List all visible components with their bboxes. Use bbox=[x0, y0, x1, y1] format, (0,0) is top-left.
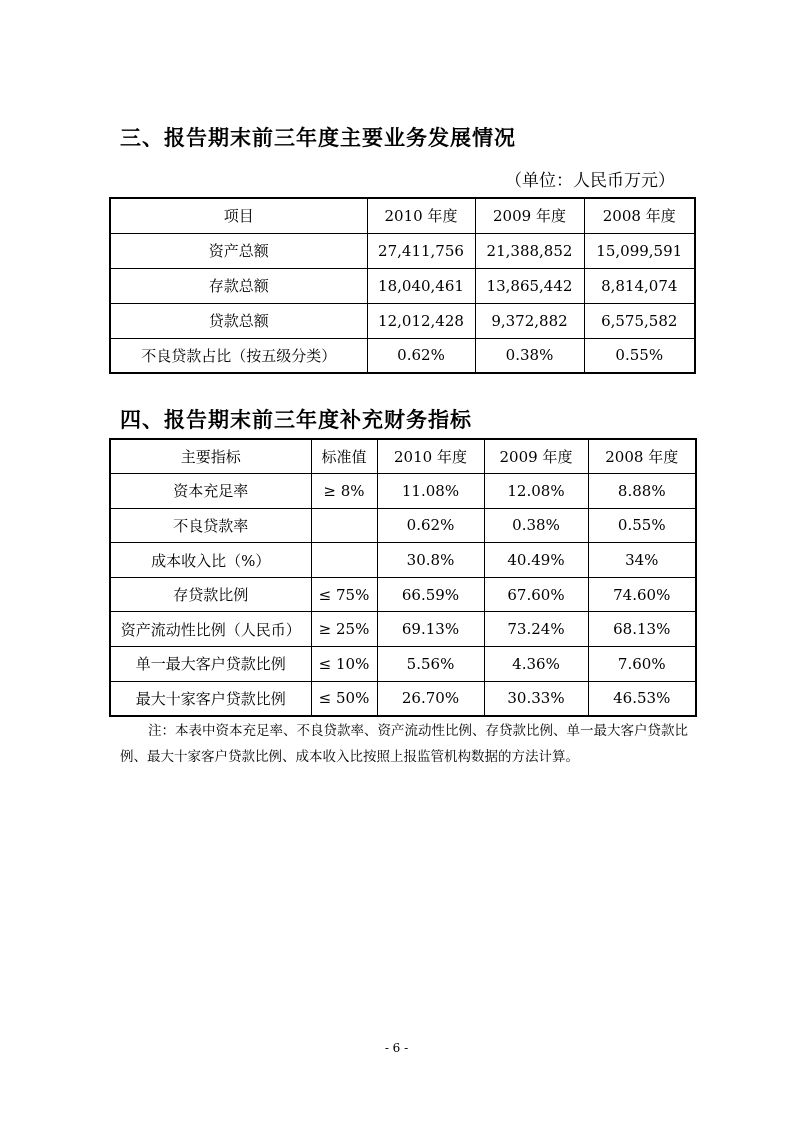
financial-indicators-table bbox=[109, 438, 697, 717]
value-cell: 4.36% bbox=[484, 647, 588, 682]
table-row bbox=[110, 233, 695, 268]
value-cell: 30.8% bbox=[377, 543, 484, 578]
value-cell: 46.53% bbox=[588, 681, 696, 716]
section4-title: 四、报告期末前三年度补充财务指标 bbox=[120, 408, 472, 432]
header-cell: 2009 年度 bbox=[484, 439, 588, 474]
value-cell: 73.24% bbox=[484, 612, 588, 647]
table-row bbox=[110, 612, 696, 647]
value-cell: 69.13% bbox=[377, 612, 484, 647]
business-development-table bbox=[109, 197, 696, 374]
value-cell: 0.62% bbox=[367, 338, 475, 373]
value-cell: 6,575,582 bbox=[584, 303, 695, 338]
standard-cell bbox=[311, 508, 377, 543]
header-cell: 主要指标 bbox=[110, 439, 311, 474]
row-label: 资本充足率 bbox=[110, 474, 311, 509]
value-cell: 68.13% bbox=[588, 612, 696, 647]
value-cell: 0.55% bbox=[584, 338, 695, 373]
table-footnote: 注：本表中资本充足率、不良贷款率、资产流动性比例、存贷款比例、单一最大客户贷款比例、最大十家客户贷款比例、成本收入比按照上报监管机构数据的方法计算。 bbox=[120, 723, 688, 765]
value-cell: 8,814,074 bbox=[584, 268, 695, 303]
table-row bbox=[110, 338, 695, 373]
table-row bbox=[110, 543, 696, 578]
table-row bbox=[110, 508, 696, 543]
value-cell: 15,099,591 bbox=[584, 233, 695, 268]
value-cell: 67.60% bbox=[484, 577, 588, 612]
table-row bbox=[110, 577, 696, 612]
standard-cell: ≥ 8% bbox=[311, 474, 377, 509]
row-label: 贷款总额 bbox=[110, 303, 367, 338]
value-cell: 27,411,756 bbox=[367, 233, 475, 268]
row-label: 成本收入比（%） bbox=[110, 543, 311, 578]
value-cell: 12.08% bbox=[484, 474, 588, 509]
value-cell: 26.70% bbox=[377, 681, 484, 716]
value-cell: 11.08% bbox=[377, 474, 484, 509]
value-cell: 5.56% bbox=[377, 647, 484, 682]
row-label: 资产总额 bbox=[110, 233, 367, 268]
header-cell: 2010 年度 bbox=[367, 198, 475, 233]
header-cell: 标准值 bbox=[311, 439, 377, 474]
value-cell: 7.60% bbox=[588, 647, 696, 682]
header-cell: 2008 年度 bbox=[584, 198, 695, 233]
section3-title: 三、报告期末前三年度主要业务发展情况 bbox=[120, 126, 516, 150]
table-row bbox=[110, 681, 696, 716]
row-label: 存款总额 bbox=[110, 268, 367, 303]
standard-cell: ≤ 10% bbox=[311, 647, 377, 682]
header-cell: 2010 年度 bbox=[377, 439, 484, 474]
unit-label: （单位：人民币万元） bbox=[505, 171, 675, 191]
standard-cell: ≥ 25% bbox=[311, 612, 377, 647]
table-header-row bbox=[110, 439, 696, 474]
value-cell: 18,040,461 bbox=[367, 268, 475, 303]
header-cell: 项目 bbox=[110, 198, 367, 233]
row-label: 单一最大客户贷款比例 bbox=[110, 647, 311, 682]
value-cell: 13,865,442 bbox=[475, 268, 584, 303]
table-row bbox=[110, 647, 696, 682]
table-row bbox=[110, 268, 695, 303]
row-label: 资产流动性比例（人民币） bbox=[110, 612, 311, 647]
value-cell: 9,372,882 bbox=[475, 303, 584, 338]
value-cell: 0.55% bbox=[588, 508, 696, 543]
value-cell: 0.38% bbox=[484, 508, 588, 543]
header-cell: 2009 年度 bbox=[475, 198, 584, 233]
value-cell: 12,012,428 bbox=[367, 303, 475, 338]
value-cell: 21,388,852 bbox=[475, 233, 584, 268]
table-header-row bbox=[110, 198, 695, 233]
row-label: 最大十家客户贷款比例 bbox=[110, 681, 311, 716]
value-cell: 8.88% bbox=[588, 474, 696, 509]
standard-cell: ≤ 50% bbox=[311, 681, 377, 716]
page-number: - 6 - bbox=[384, 1041, 409, 1055]
value-cell: 34% bbox=[588, 543, 696, 578]
value-cell: 30.33% bbox=[484, 681, 588, 716]
row-label: 存贷款比例 bbox=[110, 577, 311, 612]
value-cell: 74.60% bbox=[588, 577, 696, 612]
row-label: 不良贷款率 bbox=[110, 508, 311, 543]
table-row bbox=[110, 303, 695, 338]
value-cell: 0.38% bbox=[475, 338, 584, 373]
table-row bbox=[110, 474, 696, 509]
standard-cell: ≤ 75% bbox=[311, 577, 377, 612]
value-cell: 0.62% bbox=[377, 508, 484, 543]
header-cell: 2008 年度 bbox=[588, 439, 696, 474]
value-cell: 40.49% bbox=[484, 543, 588, 578]
standard-cell bbox=[311, 543, 377, 578]
row-label: 不良贷款占比（按五级分类） bbox=[110, 338, 367, 373]
value-cell: 66.59% bbox=[377, 577, 484, 612]
